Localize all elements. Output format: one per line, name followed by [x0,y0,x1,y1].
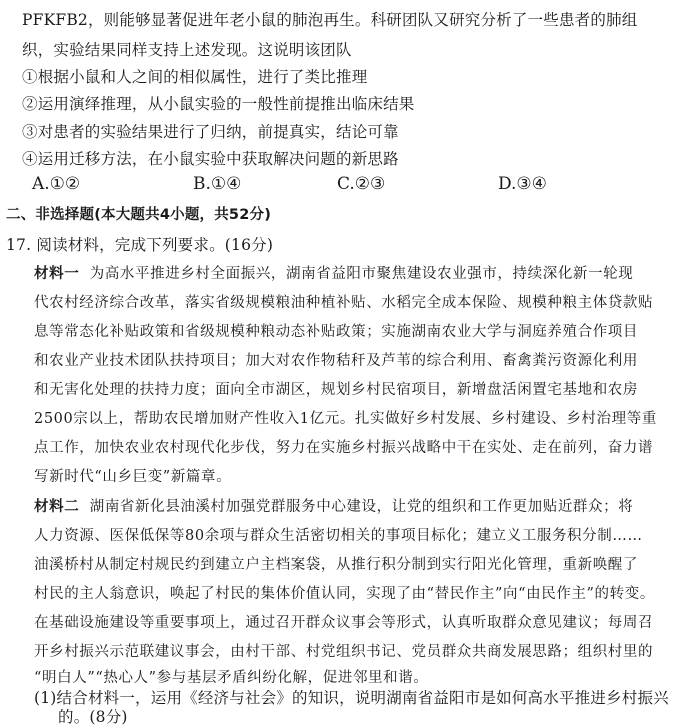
material-2-line-7: “明白人”“热心人”参与基层矛盾纠纷化解，促进邻里和谐。 [34,670,429,686]
material-1-line-3: 息等常态化补贴政策和省级规模种粮动态补贴政策；实施湖南农业大学与洞庭养殖合作项目 [34,324,638,340]
material-2-line-1: 材料二 湖南省新化县油溪村加强党群服务中心建设，让党的组织和工作更加贴近群众；将 [34,499,634,515]
q17-sub1-line-1: (1)结合材料一，运用《经济与社会》的知识，说明湖南省益阳市是如何高水平推进乡村振兴 [34,689,669,707]
material-1-line-6: 2500宗以上，帮助农民增加财产性收入1亿元。扎实做好乡村发展、乡村建设、乡村治理等重 [34,411,657,427]
material-2-line-5: 在基础设施建设等重要事项上，通过召开群众议事会等形式，认真听取群众意见建议；每周召 [34,615,654,631]
material-1-label: 材料一 [34,266,80,282]
section-2-heading: 二、非选择题(本大题共4小题，共52分) [6,207,272,223]
material-1-line-2: 代农村经济综合改革，落实省级规模粮油种植补贴、水稻完全成本保险、规模种粮主体贷款贴 [34,295,654,311]
material-2-label: 材料二 [34,499,80,515]
material-1-line-4: 和农业产业技术团队扶持项目；加大对农作物秸秆及芦苇的综合利用、畜禽粪污资源化利用 [34,353,638,369]
q16-statement-1: ①根据小鼠和人之间的相似属性，进行了类比推理 [22,68,368,86]
q16-option-a: A.①② [32,174,81,194]
q16-stem-line-2: 织，实验结果同样支持上述发现。这说明该团队 [22,41,352,59]
material-1-line-1: 材料一 为高水平推进乡村全面振兴，湖南省益阳市聚焦建设农业强市，持续深化新一轮现 [34,266,634,282]
q16-stem-line-1: PFKFB2，则能够显著促进年老小鼠的肺泡再生。科研团队又研究分析了一些患者的肺组 [22,11,638,29]
q16-option-d: D.③④ [498,174,547,194]
material-1-line-7: 点工作，加快农业农村现代化步伐，努力在实施乡村振兴战略中干在实处、走在前列，奋力谱 [34,440,654,456]
q17-prompt: 17. 阅读材料，完成下列要求。(16分) [6,236,274,254]
q16-statement-3: ③对患者的实验结果进行了归纳，前提真实，结论可靠 [22,123,399,141]
material-1-line-5: 和无害化处理的扶持力度；面向全市湖区，规划乡村民宿项目，新增盘活闲置宅基地和农房 [34,382,638,398]
material-2-line-2: 人力资源、医保低保等80余项与群众生活密切相关的事项目标化；建立义工服务积分制…… [34,528,643,544]
material-1-line-8: 写新时代“山乡巨变”新篇章。 [34,469,232,485]
q16-option-c: C.②③ [337,174,386,194]
material-2-line-3: 油溪桥村从制定村规民约到建立户主档案袋，从推行积分制到实行阳光化管理，重新唤醒了 [34,557,638,573]
material-2-line-4: 村民的主人翁意识，唤起了村民的集体价值认同，实现了由“替民作主”向“由民作主”的转变。 [34,586,655,602]
q16-statement-2: ②运用演绎推理，从小鼠实验的一般性前提推出临床结果 [22,95,415,113]
q16-options [0,172,693,196]
material-2-line-6: 开乡村振兴示范联建议事会，由村干部、村党组织书记、党员群众共商发展思路；组织村里的 [34,644,654,660]
q16-statement-4: ④运用迁移方法，在小鼠实验中获取解决问题的新思路 [22,150,399,168]
q17-sub1-line-2: 的。(8分) [58,708,128,726]
q16-option-b: B.①④ [193,174,242,194]
